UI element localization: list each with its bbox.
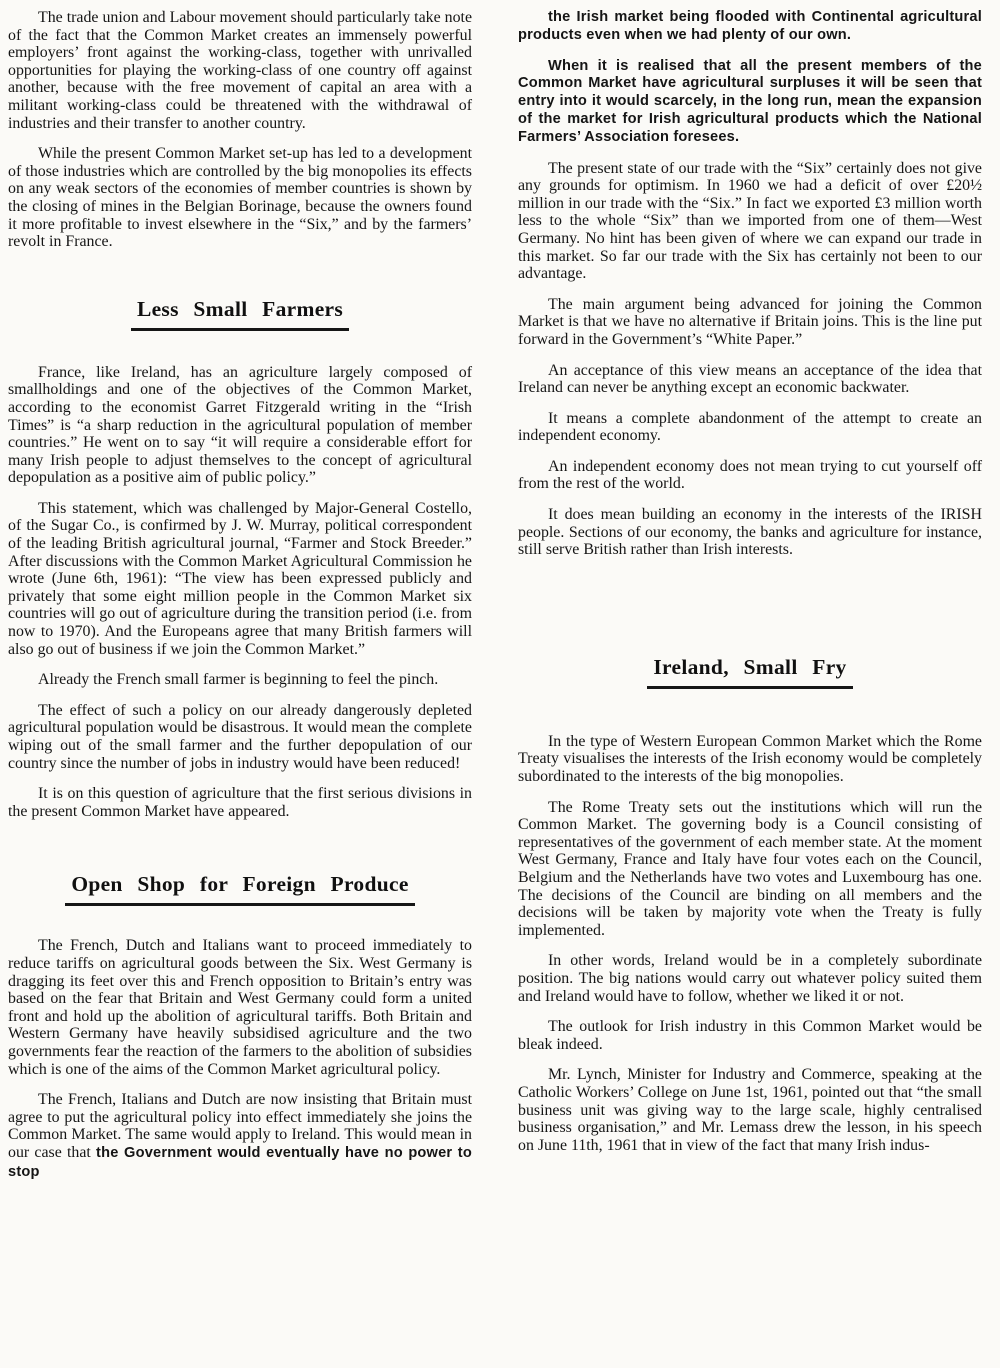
- paragraph: In other words, Ireland would be in a completely subordinate position. The big nations would carry out whatever policy suited them and Ireland would have to follow, whether we liked it or not.: [518, 952, 982, 1005]
- paragraph: The effect of such a policy on our already dangerously depleted agricultural population would be disastrous. It would mean the complete wiping out of the small farmer and the further depopulation of our country since the number of jobs in industry would have been reduced!: [8, 701, 472, 772]
- section-heading-ireland-small-fry: [518, 655, 982, 689]
- paragraph-bold: the Irish market being flooded with Continental agricultural products even when we had plenty of our own.: [518, 9, 982, 43]
- paragraph: It is on this question of agriculture that the first serious divisions in the present Common Market have appeared.: [8, 785, 472, 820]
- paragraph: The main argument being advanced for joining the Common Market is that we have no alternative if Britain joins. This is the line put forward in the Government’s “White Paper.”: [518, 295, 982, 348]
- paragraph-bold-text: the Government would eventually have no power to stop: [8, 1144, 472, 1180]
- section-heading-less-small-farmers: [8, 297, 472, 331]
- paragraph: France, like Ireland, has an agriculture largely composed of smallholdings and one of the objectives of the Common Market, according to the economist Garret Fitzgerald writing in the “Irish Times” is “a sharp reduction in the agricultural population of member countries.” He went on to say “it will require a considerable effort for many Irish people to adjust themselves to the concept of agricultural depopulation as a positive aim of public policy.”: [8, 363, 472, 487]
- section-heading-text: Ireland, Small Fry: [647, 655, 852, 689]
- paragraph: An independent economy does not mean trying to cut yourself off from the rest of the world.: [518, 457, 982, 493]
- paragraph: The Rome Treaty sets out the institutions which will run the Common Market. The governing body is a Council consisting of representatives of the government of each member state. At the moment West Germany, France and Italy have four votes each on the Council, Belgium and the Netherlands have two votes and Luxembourg has one. The decisions of the Council are binding on all members and the decisions will be taken by majority vote when the Treaty is fully implemented.: [518, 798, 982, 939]
- paragraph: It does mean building an economy in the interests of the IRISH people. Sections of our economy, the banks and agriculture for instance, still serve British rather than Irish interests.: [518, 506, 982, 559]
- paragraph: While the present Common Market set-up has led to a development of those industries which are controlled by the big monopolies its effects on any weak sectors of the economies of member countries is shown by the closing of mines in the Belgian Borinage, because the owners found it more profitable to invest elsewhere in the “Six,” and by the farmers’ revolt in France.: [8, 145, 472, 251]
- section-heading-open-shop: [8, 872, 472, 906]
- paragraph: An acceptance of this view means an acceptance of the idea that Ireland can never be anything except an economic backwater.: [518, 361, 982, 397]
- paragraph-text: The French, Italians and Dutch are now insisting that Britain must agree to put the agricultural policy into effect immediately she joins the Common Market. The same would apply to Ireland. This would mean in our case that: [8, 1091, 472, 1161]
- paragraph: The outlook for Irish industry in this Common Market would be bleak indeed.: [518, 1018, 982, 1053]
- paragraph: The French, Dutch and Italians want to proceed immediately to reduce tariffs on agricultural goods between the Six. West Germany is dragging its feet over this and French opposition to Britain’s entry was based on the fear that Britain and West Germany could form a united front and hold up the abolition of agricultural tariffs. Both Britain and Western Germany have heavily subsidised agriculture and the two governments fear the reaction of the farmers to the abolition of subsidies which is one of the aims of the Common Market agricultural policy.: [8, 937, 472, 1078]
- paragraph: Mr. Lynch, Minister for Industry and Commerce, speaking at the Catholic Workers’ College on June 1st, 1961, pointed out that “the small business unit was giving way to the large scale, highly centralised business organisation,” and Mr. Lemass drew the lesson, in his speech on June 11th, 1961 that in view of the fact that many Irish indus-: [518, 1066, 982, 1154]
- paragraph: In the type of Western European Common Market which the Rome Treaty visualises the interests of the Irish economy would be completely subordinated to the interests of the big monopolies.: [518, 732, 982, 786]
- left-column: [8, 9, 472, 1368]
- section-heading-text: Open Shop for Foreign Produce: [65, 872, 414, 906]
- paragraph: It means a complete abandonment of the attempt to create an independent economy.: [518, 409, 982, 445]
- paragraph: Already the French small farmer is beginning to feel the pinch.: [38, 671, 439, 689]
- paragraph: This statement, which was challenged by Major-General Costello, of the Sugar Co., is confirmed by J. W. Murray, political correspondent of the leading British agricultural journal, “Farmer and Stock Breeder.” After discussions with the Common Market Agricultural Commission he wrote (June 6th, 1961): “The view has been expressed publicly and privately that some eight million people in the Common Market six countries will go out of agriculture during the transition period (i.e. from now to 1970). And the Europeans agree that many British farmers will also go out of business if we join the Common Market.”: [8, 499, 472, 658]
- section-heading-text: Less Small Farmers: [131, 297, 349, 331]
- paragraph: The present state of our trade with the “Six” certainly does not give any grounds for optimism. In 1960 we had a deficit of over £20½ million in our trade with the “Six.” In fact we exported £3 million worth less to the whole “Six” than we imported from one of them—West Germany. No hint has been given of where we can expand our trade in this market. So far our trade with the Six has certainly not been to our advantage.: [518, 159, 982, 283]
- paragraph-bold: When it is realised that all the present members of the Common Market have agricultural surpluses it will be seen that entry into it would scarcely, in the long run, mean the expansion of the market for Irish agricultural products which the National Farmers’ Association foresees.: [518, 57, 982, 145]
- paragraph: The trade union and Labour movement should particularly take note of the fact that the Common Market creates an immensely powerful employers’ front against the working-class, together with unrivalled opportunities for playing the working-class of one country off against another, because with the free movement of capital an area with a militant working-class could be threatened with the withdrawal of industries and their transfer to another country.: [8, 9, 472, 132]
- right-column: [518, 9, 982, 1368]
- paragraph: [8, 1091, 472, 1181]
